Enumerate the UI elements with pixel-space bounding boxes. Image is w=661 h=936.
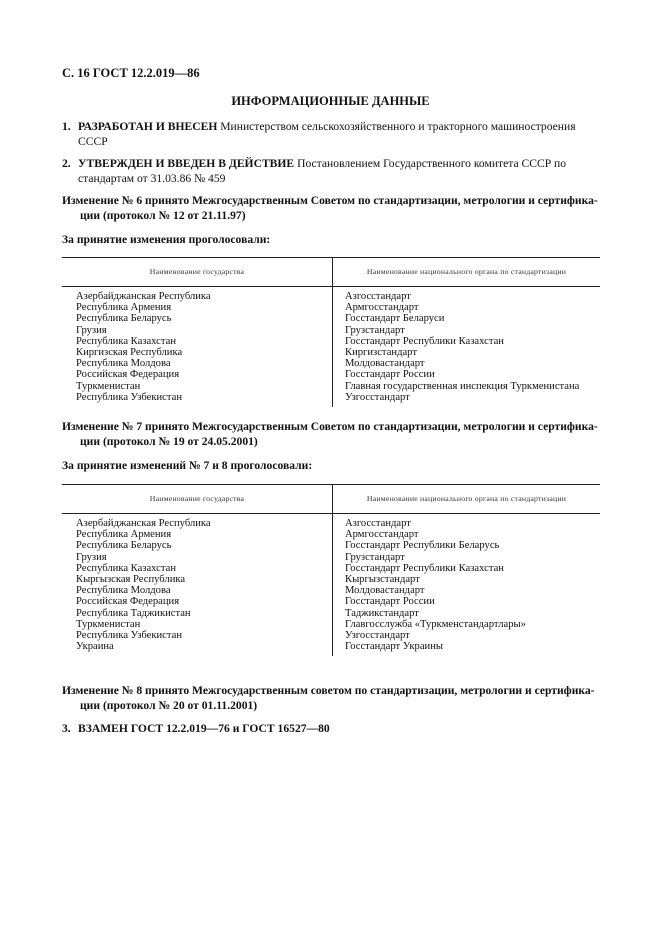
standards-body-name: Киргизстандарт xyxy=(345,347,417,359)
item-2 xyxy=(62,156,602,186)
page-title: ИНФОРМАЦИОННЫЕ ДАННЫЕ xyxy=(231,94,430,108)
standards-body-name: Кыргызстандарт xyxy=(345,574,420,586)
table-2-col-state: Наименование государства xyxy=(62,485,333,514)
state-name: Республика Беларусь xyxy=(76,313,172,325)
page-header: С. 16 ГОСТ 12.2.019—86 xyxy=(62,66,200,80)
change-8-line2: ции (протокол № 20 от 01.11.2001) xyxy=(80,699,258,712)
state-name: Туркменистан xyxy=(76,380,141,392)
table-1-bodies-cell xyxy=(333,287,601,408)
state-name: Республика Армения xyxy=(76,529,172,541)
change-8 xyxy=(62,683,602,713)
change-7 xyxy=(62,419,602,449)
state-name: Республика Беларусь xyxy=(76,540,172,552)
item-3-number: 3. xyxy=(62,722,71,735)
table-2-bodies-cell xyxy=(333,514,601,657)
state-name: Грузия xyxy=(76,324,107,336)
change-7-line1: Изменение № 7 принято Межгосударственным Советом по стандартизации, метрологии и сертифика- xyxy=(62,420,598,433)
table-1-states-cell xyxy=(62,287,333,408)
standards-body-name: Госстандарт России xyxy=(345,369,435,381)
state-name: Российская Федерация xyxy=(76,596,180,608)
state-name: Республика Узбекистан xyxy=(76,630,183,642)
standards-body-name: Азгосстандарт xyxy=(345,291,411,302)
standards-body-name: Узгосстандарт xyxy=(345,391,410,403)
standards-body-name: Госстандарт Украины xyxy=(345,641,443,653)
table-2-states-cell xyxy=(62,514,333,657)
state-name: Республика Казахстан xyxy=(76,335,177,347)
state-name: Азербайджанская Республика xyxy=(76,291,211,302)
states-table-2 xyxy=(62,484,600,656)
item-1-number: 1. xyxy=(62,120,71,133)
standards-body-name: Госстандарт Республики Беларусь xyxy=(345,540,500,552)
item-2-text: Постановлением Государственного комитета СССР по стандартам от 31.03.86 № 459 xyxy=(78,157,567,185)
state-name: Республика Таджикистан xyxy=(76,607,191,619)
vote-heading-1: За принятие изменения проголосовали: xyxy=(62,233,271,246)
standards-body-name: Молдовастандарт xyxy=(345,358,425,370)
item-1 xyxy=(62,119,602,149)
standards-body-name: Армгосстандарт xyxy=(345,529,419,541)
standards-body-name: Молдовастандарт xyxy=(345,585,425,597)
standards-body-name: Грузстандарт xyxy=(345,551,405,563)
standards-body-name: Главгосслужба «Туркменстандартлары» xyxy=(345,618,526,630)
change-6-line2: ции (протокол № 12 от 21.11.97) xyxy=(80,209,246,222)
states-table-1 xyxy=(62,257,600,407)
standards-body-name: Армгосстандарт xyxy=(345,302,419,314)
change-6-line1: Изменение № 6 принято Межгосударственным Советом по стандартизации, метрологии и сертифика- xyxy=(62,194,598,207)
state-name: Республика Армения xyxy=(76,302,172,314)
item-1-bold: РАЗРАБОТАН И ВНЕСЕН xyxy=(78,120,218,133)
standards-body-name: Госстандарт Беларуси xyxy=(345,313,445,325)
standards-body-name: Главная государственная инспекция Туркменистана xyxy=(345,380,580,392)
table-1-col-state: Наименование государства xyxy=(62,258,333,287)
table-2-col-body: Наименование национального органа по стандартизации xyxy=(333,485,601,514)
state-name: Азербайджанская Республика xyxy=(76,518,211,529)
item-3 xyxy=(62,721,602,736)
standards-body-name: Грузстандарт xyxy=(345,324,405,336)
state-name: Украина xyxy=(76,641,114,653)
change-6 xyxy=(62,193,602,223)
state-name: Российская Федерация xyxy=(76,369,180,381)
item-2-bold: УТВЕРЖДЕН И ВВЕДЕН В ДЕЙСТВИЕ xyxy=(78,157,295,170)
state-name: Киргизская Республика xyxy=(76,347,183,359)
state-name: Республика Молдова xyxy=(76,358,171,370)
item-3-text: ВЗАМЕН ГОСТ 12.2.019—76 и ГОСТ 16527—80 xyxy=(78,722,330,735)
standards-body-name: Госстандарт Республики Казахстан xyxy=(345,335,504,347)
change-8-line1: Изменение № 8 принято Межгосударственным советом по стандартизации, метрологии и сертифика- xyxy=(62,684,595,697)
state-name: Грузия xyxy=(76,551,107,563)
standards-body-name: Госстандарт Республики Казахстан xyxy=(345,562,504,574)
state-name: Туркменистан xyxy=(76,618,141,630)
item-2-number: 2. xyxy=(62,157,71,170)
state-name: Республика Казахстан xyxy=(76,562,177,574)
standards-body-name: Азгосстандарт xyxy=(345,518,411,529)
standards-body-name: Узгосстандарт xyxy=(345,630,410,642)
standards-body-name: Таджикстандарт xyxy=(345,607,419,619)
change-7-line2: ции (протокол № 19 от 24.05.2001) xyxy=(80,435,258,448)
item-1-text: Министерством сельскохозяйственного и тракторного машиностроения СССР xyxy=(78,120,576,148)
state-name: Кыргызская Республика xyxy=(76,574,186,586)
table-1-col-body: Наименование национального органа по стандартизации xyxy=(333,258,601,287)
vote-heading-2: За принятие изменений № 7 и 8 проголосовали: xyxy=(62,459,313,472)
state-name: Республика Молдова xyxy=(76,585,171,597)
standards-body-name: Госстандарт России xyxy=(345,596,435,608)
state-name: Республика Узбекистан xyxy=(76,391,183,403)
